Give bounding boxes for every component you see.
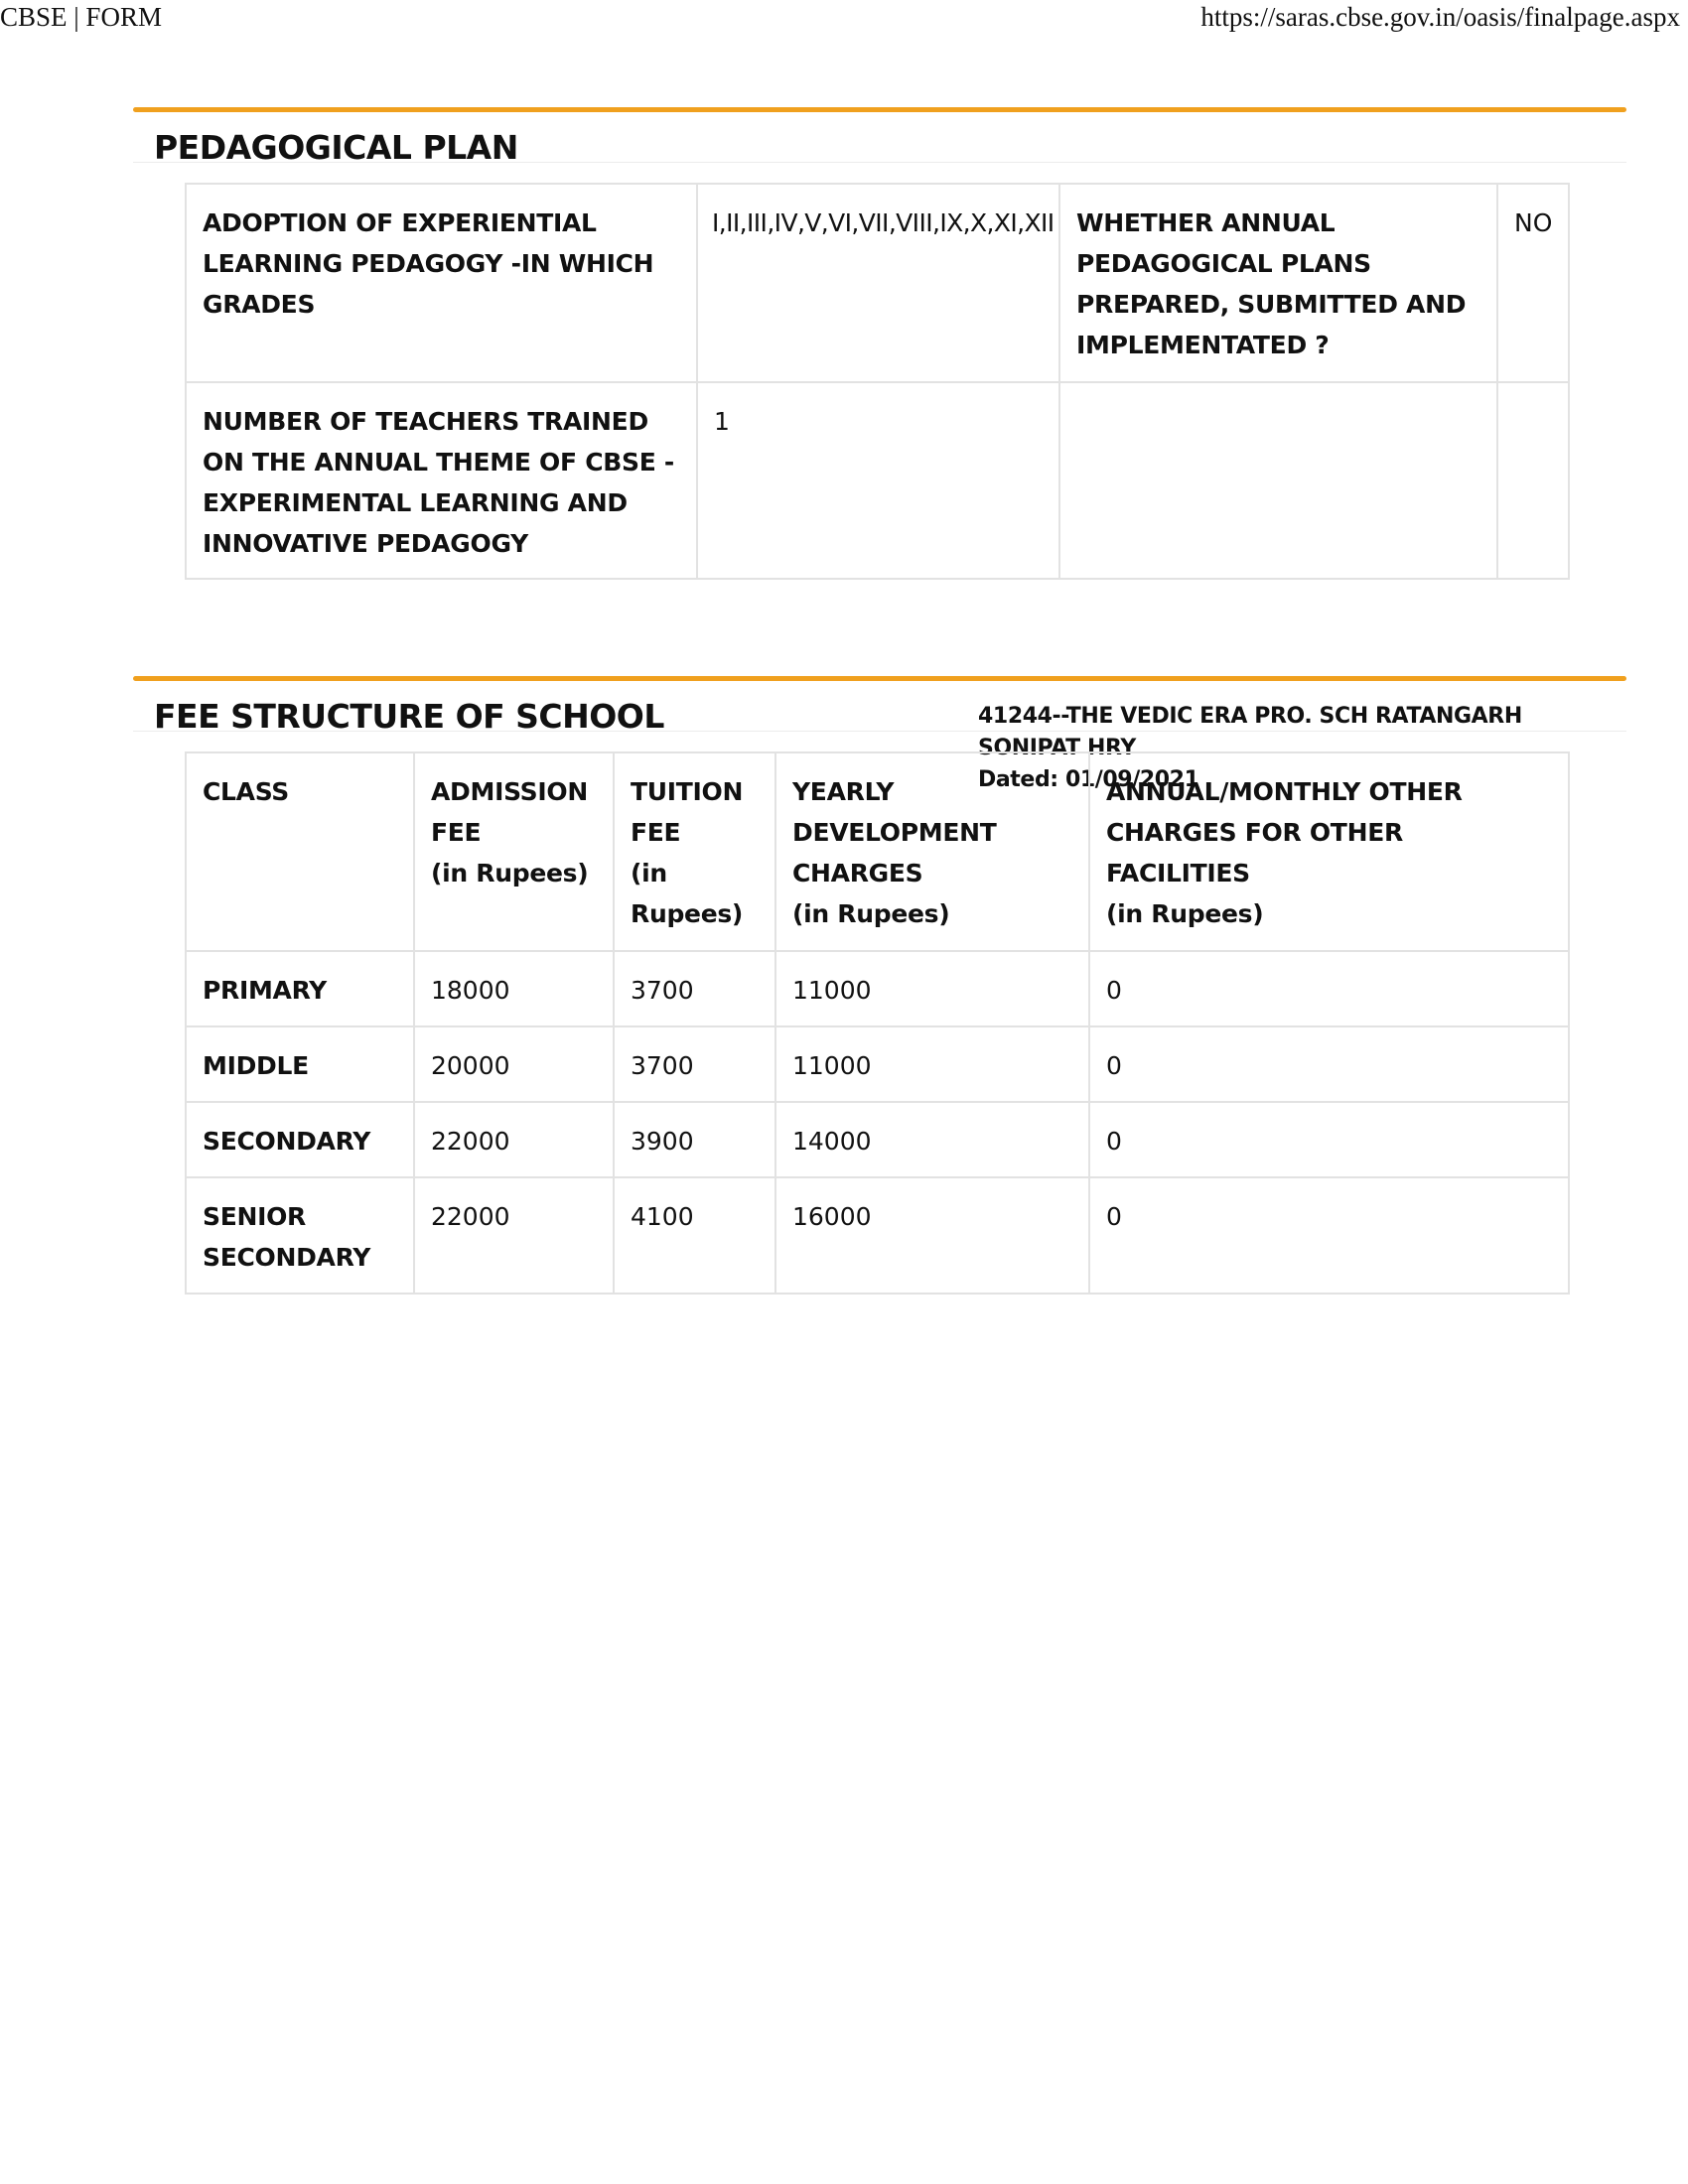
tuition-fee: 3700 (614, 951, 775, 1026)
other-charges: 0 (1089, 951, 1569, 1026)
tuition-fee: 3700 (614, 1026, 775, 1102)
experiential-learning-grades: I,II,III,IV,V,VI,VII,VIII,IX,X,XI,XII (697, 184, 1059, 382)
experiential-learning-label: ADOPTION OF EXPERIENTIAL LEARNING PEDAGOGY -IN WHICH GRADES (186, 184, 697, 382)
table-row (186, 1177, 1569, 1294)
print-header (0, 0, 1688, 40)
empty-cell (1497, 382, 1569, 579)
annual-plan-label: WHETHER ANNUAL PEDAGOGICAL PLANS PREPARED, SUBMITTED AND IMPLEMENTATED ? (1059, 184, 1497, 382)
table-row (186, 951, 1569, 1026)
development-charges: 14000 (775, 1102, 1089, 1177)
table-row (186, 1102, 1569, 1177)
tuition-fee: 3900 (614, 1102, 775, 1177)
table-row (186, 382, 1569, 579)
admission-fee: 22000 (414, 1177, 614, 1294)
school-info (978, 701, 1623, 792)
header-development-charges: YEARLY DEVELOPMENT CHARGES (in Rupees) (775, 752, 1089, 951)
header-tuition-fee: TUITION FEE (in Rupees) (614, 752, 775, 951)
teachers-trained-value: 1 (697, 382, 1059, 579)
class-name: MIDDLE (186, 1026, 414, 1102)
tuition-fee: 4100 (614, 1177, 775, 1294)
admission-fee: 18000 (414, 951, 614, 1026)
admission-fee: 20000 (414, 1026, 614, 1102)
pedagogical-plan-table (185, 183, 1570, 580)
teachers-trained-label: NUMBER OF TEACHERS TRAINED ON THE ANNUAL THEME OF CBSE - EXPERIMENTAL LEARNING AND INNOVATIVE PEDAGOGY (186, 382, 697, 579)
development-charges: 11000 (775, 1026, 1089, 1102)
fee-structure-table (185, 751, 1570, 1295)
development-charges: 11000 (775, 951, 1089, 1026)
class-name: SECONDARY (186, 1102, 414, 1177)
admission-fee: 22000 (414, 1102, 614, 1177)
other-charges: 0 (1089, 1026, 1569, 1102)
table-row (186, 1026, 1569, 1102)
school-name: 41244--THE VEDIC ERA PRO. SCH RATANGARH SONIPAT HRY (978, 704, 1522, 760)
section-title: PEDAGOGICAL PLAN (154, 128, 518, 167)
other-charges: 0 (1089, 1102, 1569, 1177)
print-header-url: https://saras.cbse.gov.in/oasis/finalpage.aspx (1200, 2, 1680, 32)
other-charges: 0 (1089, 1177, 1569, 1294)
section-header (133, 112, 1626, 167)
header-admission-fee: ADMISSION FEE (in Rupees) (414, 752, 614, 951)
pedagogical-plan-section (133, 107, 1626, 167)
section-title: FEE STRUCTURE OF SCHOOL (154, 697, 664, 736)
development-charges: 16000 (775, 1177, 1089, 1294)
print-header-title: CBSE | FORM (0, 2, 162, 32)
table-header-row (186, 752, 1569, 951)
class-name: PRIMARY (186, 951, 414, 1026)
school-dated: Dated: 01/09/2021 (978, 767, 1199, 792)
empty-cell (1059, 382, 1497, 579)
header-other-charges: ANNUAL/MONTHLY OTHER CHARGES FOR OTHER FACILITIES (in Rupees) (1089, 752, 1569, 951)
class-name: SENIOR SECONDARY (186, 1177, 414, 1294)
annual-plan-value: NO (1497, 184, 1569, 382)
table-row (186, 184, 1569, 382)
header-class: CLASS (186, 752, 414, 951)
